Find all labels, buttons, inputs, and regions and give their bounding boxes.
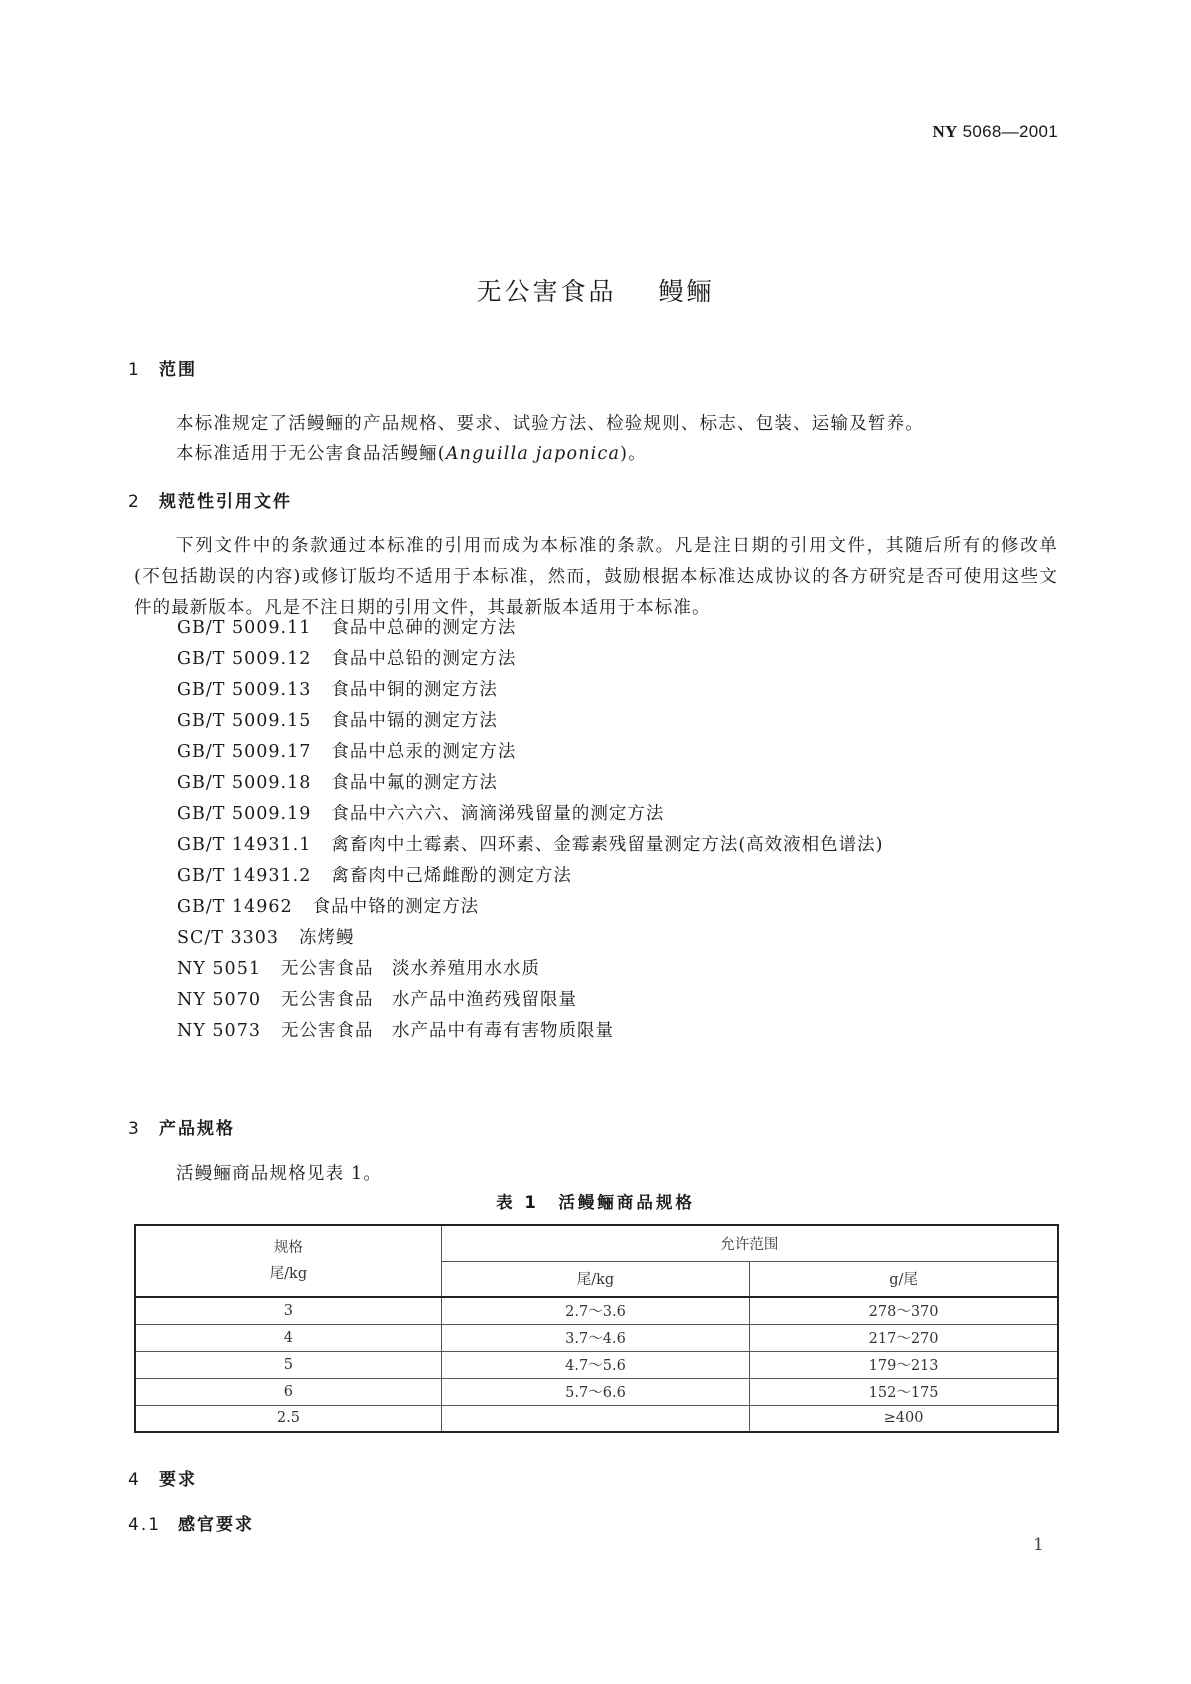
- header-spec-label: 规格: [273, 1240, 303, 1256]
- cell-spec: 5: [135, 1351, 441, 1378]
- ref-code: NY 5051: [177, 959, 261, 979]
- table-row: [135, 1378, 1058, 1405]
- ref-code: GB/T 14931.1: [177, 835, 312, 855]
- ref-code: GB/T 5009.17: [177, 742, 312, 762]
- table-row: [135, 1351, 1058, 1378]
- line-end: )。: [620, 444, 647, 464]
- cell-spec: 4: [135, 1324, 441, 1351]
- section-number: 1: [128, 360, 141, 380]
- section-1-line-1: 本标准规定了活鳗鲡的产品规格、要求、试验方法、检验规则、标志、包装、运输及暂养。: [176, 414, 924, 434]
- reference-item: [177, 738, 516, 763]
- section-title: 要求: [159, 1470, 197, 1490]
- cell-g-per: 217～270: [750, 1324, 1058, 1351]
- ref-code: GB/T 5009.13: [177, 680, 312, 700]
- header-range-per-kg: 尾/kg: [441, 1261, 749, 1297]
- section-4-1-heading: [128, 1510, 254, 1535]
- section-number: 3: [128, 1119, 141, 1139]
- cell-per-kg: 5.7～6.6: [441, 1378, 749, 1405]
- reference-item: [177, 1017, 614, 1042]
- ref-code: GB/T 5009.12: [177, 649, 312, 669]
- ref-code: GB/T 14931.2: [177, 866, 312, 886]
- ref-title: 无公害食品 淡水养殖用水水质: [280, 959, 540, 979]
- cell-spec: 2.5: [135, 1405, 441, 1432]
- reference-item: [177, 955, 540, 980]
- section-title: 产品规格: [159, 1119, 235, 1139]
- latin-name: Anguilla japonica: [445, 444, 621, 464]
- ref-code: NY 5073: [177, 1021, 261, 1041]
- cell-per-kg: 4.7～5.6: [441, 1351, 749, 1378]
- title-part2: 鳗鲡: [658, 277, 715, 306]
- ref-code: GB/T 5009.11: [177, 618, 312, 638]
- line-text: 本标准适用于无公害食品活鳗鲡(: [176, 444, 446, 464]
- ref-title: 食品中铜的测定方法: [331, 680, 498, 700]
- cell-spec: 3: [135, 1297, 441, 1324]
- ref-title: 食品中总汞的测定方法: [331, 742, 517, 762]
- section-title: 感官要求: [178, 1515, 254, 1535]
- reference-item: [177, 831, 884, 856]
- standard-code-prefix: NY: [932, 122, 958, 141]
- cell-g-per: ≥400: [750, 1405, 1058, 1432]
- reference-item: [177, 862, 572, 887]
- ref-code: GB/T 14962: [177, 897, 293, 917]
- section-number: 4.1: [128, 1515, 162, 1535]
- header-spec: [135, 1225, 441, 1297]
- ref-code: SC/T 3303: [177, 928, 280, 948]
- standard-code: [932, 122, 1058, 142]
- section-2-intro: 下列文件中的条款通过本标准的引用而成为本标准的条款。凡是注日期的引用文件，其随后所有的修改单(不包括勘误的内容)或修订版均不适用于本标准，然而，鼓励根据本标准达成协议的各方研究是否可使用这些文件的最新版本。凡是不注日期的引用文件，其最新版本适用于本标准。: [134, 536, 1058, 618]
- header-range-g-per: g/尾: [750, 1261, 1058, 1297]
- cell-per-kg: 3.7～4.6: [441, 1324, 749, 1351]
- section-title: 规范性引用文件: [159, 492, 292, 512]
- cell-g-per: 179～213: [750, 1351, 1058, 1378]
- cell-per-kg: [441, 1405, 749, 1432]
- section-3-heading: [128, 1114, 235, 1139]
- section-2-heading: [128, 487, 292, 512]
- ref-title: 食品中铬的测定方法: [312, 897, 480, 917]
- ref-title: 无公害食品 水产品中有毒有害物质限量: [280, 1021, 614, 1041]
- section-title: 范围: [159, 360, 197, 380]
- section-1-heading: [128, 355, 197, 380]
- reference-item: [177, 676, 498, 701]
- page-number: 1: [1033, 1535, 1044, 1555]
- title-part1: 无公害食品: [476, 277, 617, 306]
- section-4-heading: [128, 1465, 197, 1490]
- reference-item: [177, 924, 355, 949]
- section-number: 2: [128, 492, 141, 512]
- header-range: 允许范围: [441, 1225, 1058, 1261]
- spec-table: [134, 1224, 1059, 1433]
- ref-title: 禽畜肉中土霉素、四环素、金霉素残留量测定方法(高效液相色谱法): [331, 835, 884, 855]
- reference-item: [177, 645, 516, 670]
- ref-title: 食品中氟的测定方法: [331, 773, 498, 793]
- cell-g-per: 278～370: [750, 1297, 1058, 1324]
- table-header-row: [135, 1225, 1058, 1261]
- ref-code: GB/T 5009.15: [177, 711, 312, 731]
- standard-code-number: 5068—2001: [962, 122, 1058, 141]
- table-row: [135, 1324, 1058, 1351]
- ref-title: 食品中六六六、滴滴涕残留量的测定方法: [331, 804, 665, 824]
- page-title: [0, 272, 1191, 308]
- reference-item: [177, 769, 498, 794]
- section-3-text: 活鳗鲡商品规格见表 1。: [176, 1164, 383, 1184]
- reference-item: [177, 707, 498, 732]
- ref-code: GB/T 5009.19: [177, 804, 312, 824]
- header-spec-unit: 尾/kg: [269, 1266, 308, 1282]
- ref-code: GB/T 5009.18: [177, 773, 312, 793]
- reference-item: [177, 614, 516, 639]
- cell-g-per: 152～175: [750, 1378, 1058, 1405]
- ref-title: 食品中镉的测定方法: [331, 711, 498, 731]
- ref-title: 无公害食品 水产品中渔药残留限量: [280, 990, 577, 1010]
- ref-title: 食品中总砷的测定方法: [331, 618, 517, 638]
- ref-title: 冻烤鳗: [299, 928, 355, 948]
- table-1-caption: 表 1 活鳗鲡商品规格: [496, 1193, 695, 1212]
- cell-per-kg: 2.7～3.6: [441, 1297, 749, 1324]
- section-number: 4: [128, 1470, 141, 1490]
- reference-item: [177, 986, 577, 1011]
- section-1-line-2: [176, 440, 647, 465]
- table-row: [135, 1405, 1058, 1432]
- reference-item: [177, 893, 479, 918]
- ref-title: 食品中总铅的测定方法: [331, 649, 517, 669]
- ref-title: 禽畜肉中己烯雌酚的测定方法: [331, 866, 572, 886]
- ref-code: NY 5070: [177, 990, 261, 1010]
- reference-item: [177, 800, 664, 825]
- cell-spec: 6: [135, 1378, 441, 1405]
- table-row: [135, 1297, 1058, 1324]
